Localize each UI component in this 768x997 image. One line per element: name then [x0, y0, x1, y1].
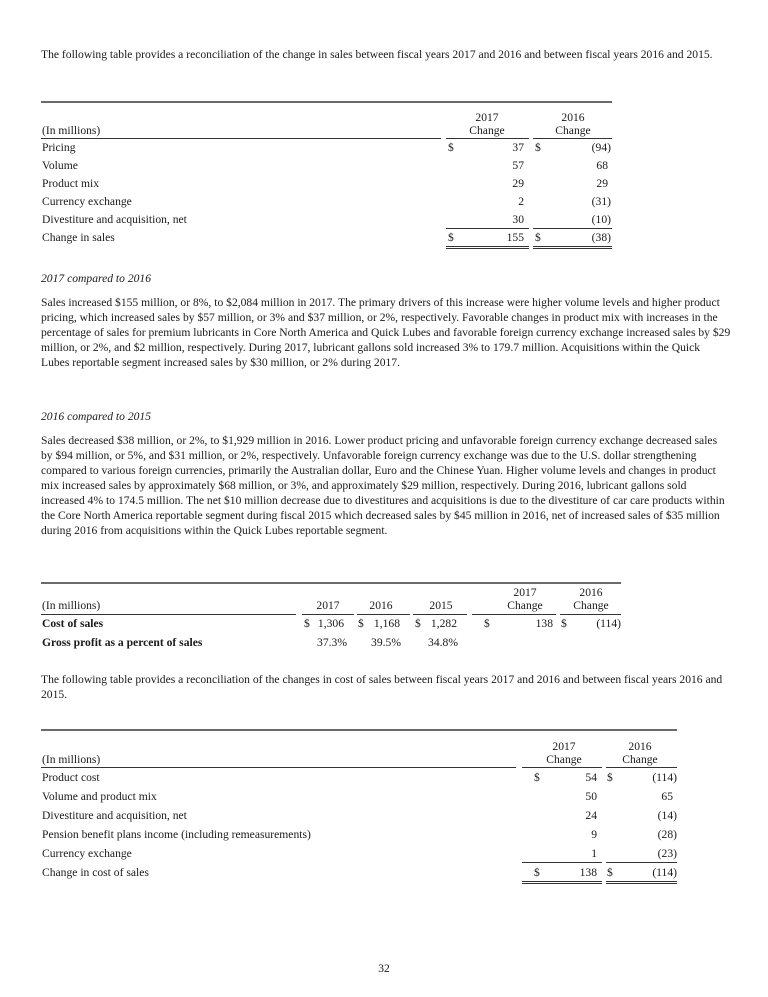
cell-value: 39.5% — [371, 636, 401, 649]
section-body-2017-vs-2016: Sales increased $155 million, or 8%, to $2,084 million in 2017. The primary drivers of this increase were higher volume levels and higher product pricing, which increased sales by $57 million, or 3% and $37 million, or 2%, respectively. Favorable changes in product mix with increases in the percentage of sales for premium lubricants in Core North America and Quick Lubes and favorable foreign currency exchange increased sales by $29 million, or 2%, and $2 million, respectively. During 2017, lubricant gallons sold increased 3% to 179.7 million. Acquisitions within the Quick Lubes reportable segment increased sales by $30 million, or 2% during 2017. — [41, 296, 731, 369]
col-header-2016-change-year: 2016 — [628, 740, 652, 753]
col-header-2017-change-year: 2017 — [513, 586, 537, 599]
cell-value: (14) — [657, 809, 677, 822]
cell-value: 37 — [512, 141, 524, 154]
col-header-2017-change-year: 2017 — [552, 740, 576, 753]
row-label-volume-product-mix: Volume and product mix — [42, 790, 157, 803]
currency-symbol: $ — [484, 617, 490, 630]
cell-value: 1,282 — [430, 617, 457, 630]
currency-symbol: $ — [535, 231, 541, 244]
cell-value: (114) — [652, 771, 677, 784]
row-label-volume: Volume — [42, 159, 78, 172]
col-header-2017: 2017 — [316, 599, 340, 612]
cell-value: 1,168 — [373, 617, 400, 630]
cell-value: 54 — [585, 771, 597, 784]
currency-symbol: $ — [415, 617, 421, 630]
cell-value: (31) — [591, 195, 611, 208]
row-label-change-in-sales: Change in sales — [42, 231, 115, 244]
col-header-2016-change-label: Change — [573, 599, 609, 612]
row-label-currency-exchange: Currency exchange — [42, 847, 132, 860]
cell-value: 29 — [512, 177, 524, 190]
col-header-2017-change-label: Change — [546, 753, 582, 766]
cell-value: 30 — [512, 213, 524, 226]
cell-value: 2 — [518, 195, 524, 208]
section-heading-2017-vs-2016: 2017 compared to 2016 — [41, 272, 152, 285]
row-label-cost-of-sales: Cost of sales — [42, 617, 104, 630]
col-header-2016-change-year: 2016 — [561, 111, 585, 124]
cell-value: 1 — [591, 847, 597, 860]
col-header-2016-change-label: Change — [555, 124, 591, 137]
unit-label: (In millions) — [42, 599, 101, 612]
cell-value-total: 155 — [506, 231, 524, 244]
header-rule — [472, 614, 556, 615]
currency-symbol: $ — [534, 866, 540, 879]
table-top-rule — [41, 729, 677, 731]
row-label-divestiture: Divestiture and acquisition, net — [42, 809, 187, 822]
cell-value: 37.3% — [317, 636, 347, 649]
cell-value-total: (114) — [652, 866, 677, 879]
section-heading-2016-vs-2015: 2016 compared to 2015 — [41, 410, 152, 423]
subtotal-rule — [533, 228, 612, 229]
row-label-product-mix: Product mix — [42, 177, 100, 190]
cell-value: 1,306 — [317, 617, 344, 630]
currency-symbol: $ — [535, 141, 541, 154]
header-rule — [302, 614, 354, 615]
cell-value: 24 — [585, 809, 597, 822]
currency-symbol: $ — [358, 617, 364, 630]
subtotal-rule — [606, 862, 677, 863]
cell-value: (28) — [657, 828, 677, 841]
col-header-2015: 2015 — [429, 599, 453, 612]
currency-symbol: $ — [448, 141, 454, 154]
col-header-2017-change-year: 2017 — [475, 111, 499, 124]
cell-value: (23) — [657, 847, 677, 860]
col-header-2017-change-label: Change — [507, 599, 543, 612]
cell-value: 34.8% — [428, 636, 458, 649]
subtotal-rule — [446, 228, 529, 229]
row-label-currency-exchange: Currency exchange — [42, 195, 132, 208]
col-header-2016-change-label: Change — [622, 753, 658, 766]
double-underline — [446, 246, 529, 249]
table-top-rule — [41, 101, 612, 103]
cell-value: (94) — [591, 141, 611, 154]
row-label-gross-profit-pct: Gross profit as a percent of sales — [42, 636, 203, 649]
col-header-2016: 2016 — [369, 599, 393, 612]
cell-value: 65 — [661, 790, 673, 803]
cell-value: 50 — [585, 790, 597, 803]
cell-value-total: (38) — [591, 231, 611, 244]
col-header-2017-change-label: Change — [469, 124, 505, 137]
double-underline — [533, 246, 612, 249]
row-label-change-in-cost-of-sales: Change in cost of sales — [42, 866, 149, 879]
currency-symbol: $ — [607, 771, 613, 784]
header-rule — [41, 614, 296, 615]
header-rule — [522, 767, 602, 768]
header-rule — [41, 767, 516, 768]
header-rule — [357, 614, 410, 615]
intro-paragraph-sales: The following table provides a reconciliation of the change in sales between fiscal years 2017 and 2016 and between fiscal years 2016 and 2015. — [41, 48, 713, 61]
cell-value-total: 138 — [579, 866, 597, 879]
row-label-product-cost: Product cost — [42, 771, 100, 784]
unit-label: (In millions) — [42, 124, 101, 137]
cell-value: (114) — [596, 617, 621, 630]
cell-value: 57 — [512, 159, 524, 172]
row-label-pricing: Pricing — [42, 141, 76, 154]
currency-symbol: $ — [534, 771, 540, 784]
cell-value: (10) — [591, 213, 611, 226]
header-rule — [560, 614, 621, 615]
double-underline — [606, 881, 677, 884]
row-label-divestiture: Divestiture and acquisition, net — [42, 213, 187, 226]
currency-symbol: $ — [561, 617, 567, 630]
cell-value: 138 — [535, 617, 553, 630]
currency-symbol: $ — [304, 617, 310, 630]
unit-label: (In millions) — [42, 753, 101, 766]
currency-symbol: $ — [607, 866, 613, 879]
section-body-2016-vs-2015: Sales decreased $38 million, or 2%, to $1,929 million in 2016. Lower product pricing and unfavorable foreign currency exchange decreased sales by $94 million, or 5%, and $31 million, or 2%, respectively. Unfavorable foreign currency exchange was due to the U.S. dollar strengthening compared to various foreign currencies, primarily the Australian dollar, Euro and the Chinese Yuan. Higher volume levels and changes in product mix increased sales by approximately $68 million, or 3%, and approximately $29 million, respectively. During 2016, lubricant gallons sold increased 4% to 174.5 million. The net $10 million decrease due to divestitures and acquisitions is due to the divestiture of car care products within the Core North America reportable segment during fiscal 2015 which decreased sales by $45 million in 2016, net of increased sales of $35 million during 2016 from acquisitions within the Quick Lubes reportable segment. — [41, 434, 725, 537]
header-rule — [413, 614, 467, 615]
table-top-rule — [41, 582, 621, 584]
cell-value: 9 — [591, 828, 597, 841]
cell-value: 68 — [596, 159, 608, 172]
page-number: 32 — [378, 962, 390, 975]
header-rule — [533, 138, 612, 139]
double-underline — [522, 881, 602, 884]
header-rule — [446, 138, 529, 139]
header-rule — [606, 767, 677, 768]
col-header-2016-change-year: 2016 — [579, 586, 603, 599]
intro-paragraph-cost-of-sales: The following table provides a reconciliation of the changes in cost of sales between fiscal years 2017 and 2016 and between fiscal years 2016 and 2015. — [41, 673, 723, 701]
currency-symbol: $ — [448, 231, 454, 244]
header-rule — [41, 138, 441, 139]
cell-value: 29 — [596, 177, 608, 190]
row-label-pension: Pension benefit plans income (including remeasurements) — [42, 828, 311, 841]
subtotal-rule — [522, 862, 602, 863]
